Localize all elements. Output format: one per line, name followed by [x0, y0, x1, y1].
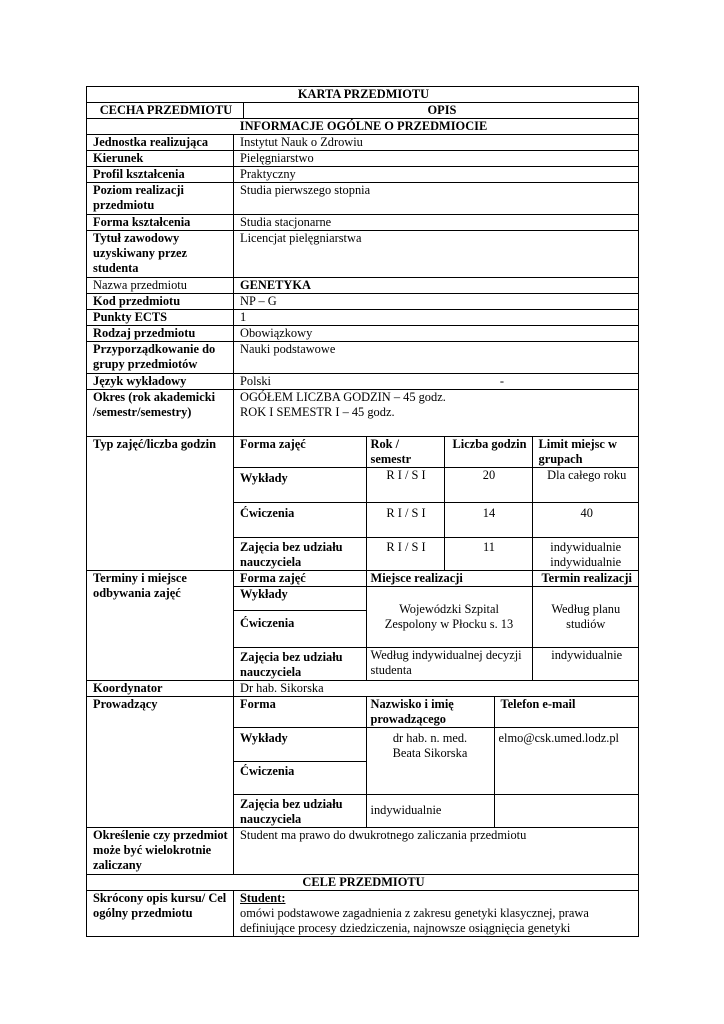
value-nazwa: GENETYKA: [234, 278, 639, 294]
row-przyporzadkowanie: [87, 342, 639, 374]
value-rodzaj: Obowiązkowy: [234, 326, 639, 342]
typ-row-bez-udzialu-forma: Zajęcia bez udziału nauczyciela: [234, 538, 366, 571]
label-typ-zajec: Typ zajęć/liczba godzin: [87, 437, 234, 571]
typ-zajec-table: [234, 437, 639, 570]
value-ects: 1: [234, 310, 639, 326]
value-skrocony-cell: [234, 891, 639, 937]
typ-row-cwiczenia: [234, 503, 639, 538]
skrocony-value: omówi podstawowe zagadnienia z zakresu genetyki klasycznej, prawa definiujące procesy dziedziczenia, najnowsze osiągnięcia genetyki: [240, 906, 589, 935]
label-okres: Okres (rok akademicki /semestr/semestry): [87, 390, 234, 437]
row-koordynator: [87, 681, 639, 697]
title-row: [87, 87, 639, 103]
terminy-place: Wojewódzki Szpital Zespolony w Płocku s. 13: [366, 587, 532, 648]
course-card-page: [86, 86, 638, 937]
label-kod: Kod przedmiotu: [87, 294, 234, 310]
typ-row-bez-udzialu-limit: indywidualnie indywidualnie: [532, 538, 639, 571]
typ-row-wyklady-forma: Wykłady: [234, 468, 366, 503]
typ-row-bez-udzialu-rok: R I / S I: [366, 538, 444, 571]
label-koordynator: Koordynator: [87, 681, 234, 697]
value-jezyk-cell: [234, 374, 639, 390]
column-header-feature: CECHA PRZEDMIOTU: [87, 103, 244, 119]
label-okreslenie: Określenie czy przedmiot może być wielokrotnie zaliczany: [87, 828, 234, 875]
course-card-table: [86, 86, 639, 937]
typ-row-bez-udzialu-liczba: 11: [444, 538, 532, 571]
label-jednostka: Jednostka realizująca: [87, 135, 234, 151]
row-forma: [87, 215, 639, 231]
row-kod: [87, 294, 639, 310]
label-nazwa: Nazwa przedmiotu: [87, 278, 234, 294]
value-okres: [234, 390, 639, 437]
column-header-description: OPIS: [244, 103, 639, 119]
prowadzacy-table: [234, 697, 639, 827]
row-typ-zajec: [87, 437, 639, 571]
value-jezyk-secondary: -: [499, 374, 504, 388]
row-kierunek: [87, 151, 639, 167]
value-kierunek: Pielęgniarstwo: [234, 151, 639, 167]
typ-header-rok: Rok / semestr: [366, 437, 444, 468]
skrocony-student: Student:: [240, 891, 286, 905]
typ-header-liczba: Liczba godzin: [444, 437, 532, 468]
label-ects: Punkty ECTS: [87, 310, 234, 326]
terminy-header-miejsce: Miejsce realizacji: [366, 571, 532, 587]
row-skrocony: [87, 891, 639, 937]
prowadzacy-cwiczenia: Ćwiczenia: [234, 762, 366, 795]
row-okreslenie: [87, 828, 639, 875]
label-prowadzacy: Prowadzący: [87, 697, 234, 828]
typ-header-forma: Forma zajęć: [234, 437, 366, 468]
typ-row-cwiczenia-forma: Ćwiczenia: [234, 503, 366, 538]
label-skrocony: Skrócony opis kursu/ Cel ogólny przedmiotu: [87, 891, 234, 937]
label-jezyk: Język wykładowy: [87, 374, 234, 390]
value-kod: NP – G: [234, 294, 639, 310]
row-terminy: [87, 571, 639, 681]
typ-row-wyklady: [234, 468, 639, 503]
terminy-bez-udzialu: Zajęcia bez udziału nauczyciela: [234, 648, 366, 681]
typ-zajec-cell: [234, 437, 639, 571]
terminy-row-bez-udzialu: [234, 648, 639, 681]
row-poziom: [87, 183, 639, 215]
prowadzacy-header-nazwisko: Nazwisko i imię prowadzącego: [366, 697, 494, 728]
prowadzacy-cell: [234, 697, 639, 828]
okres-line-2: ROK I SEMESTR I – 45 godz.: [240, 405, 395, 419]
typ-row-bez-udzialu: [234, 538, 639, 571]
prowadzacy-wyklady: Wykłady: [234, 728, 366, 762]
prowadzacy-header-forma: Forma: [234, 697, 366, 728]
terminy-term: Według planu studiów: [532, 587, 639, 648]
terminy-place-last: Według indywidualnej decyzji studenta: [366, 648, 532, 681]
section-goals-row: [87, 875, 639, 891]
card-title: KARTA PRZEDMIOTU: [87, 87, 639, 103]
typ-row-cwiczenia-liczba: 14: [444, 503, 532, 538]
value-tytul: Licencjat pielęgniarstwa: [234, 231, 639, 278]
row-profil: [87, 167, 639, 183]
typ-row-wyklady-rok: R I / S I: [366, 468, 444, 503]
value-przyporzadkowanie: Nauki podstawowe: [234, 342, 639, 374]
terminy-header-termin: Termin realizacji: [532, 571, 639, 587]
value-profil: Praktyczny: [234, 167, 639, 183]
terminy-row-wyklady: [234, 587, 639, 611]
row-ects: [87, 310, 639, 326]
value-poziom: Studia pierwszego stopnia: [234, 183, 639, 215]
prowadzacy-row-bez-udzialu: [234, 795, 639, 828]
label-rodzaj: Rodzaj przedmiotu: [87, 326, 234, 342]
row-tytul: [87, 231, 639, 278]
column-header-row: [87, 103, 639, 119]
value-jednostka: Instytut Nauk o Zdrowiu: [234, 135, 639, 151]
row-okres: [87, 390, 639, 437]
section-general-heading: INFORMACJE OGÓLNE O PRZEDMIOCIE: [87, 119, 639, 135]
label-poziom: Poziom realizacji przedmiotu: [87, 183, 234, 215]
prowadzacy-last-contact: [494, 795, 639, 828]
row-rodzaj: [87, 326, 639, 342]
terminy-wyklady: Wykłady: [234, 587, 366, 611]
typ-row-cwiczenia-rok: R I / S I: [366, 503, 444, 538]
value-forma: Studia stacjonarne: [234, 215, 639, 231]
row-jezyk: [87, 374, 639, 390]
terminy-header-forma: Forma zajęć: [234, 571, 366, 587]
value-okreslenie: Student ma prawo do dwukrotnego zaliczania przedmiotu: [234, 828, 639, 875]
value-jezyk: Polski: [240, 374, 271, 388]
prowadzacy-name: dr hab. n. med. Beata Sikorska: [366, 728, 494, 795]
prowadzacy-header-telefon: Telefon e-mail: [494, 697, 639, 728]
terminy-table: [234, 571, 639, 680]
typ-row-cwiczenia-limit: 40: [532, 503, 639, 538]
prowadzacy-bez-udzialu: Zajęcia bez udziału nauczyciela: [234, 795, 366, 828]
terminy-cwiczenia: Ćwiczenia: [234, 611, 366, 648]
typ-header-row: [234, 437, 639, 468]
terminy-cell: [234, 571, 639, 681]
label-terminy: Terminy i miejsce odbywania zajęć: [87, 571, 234, 681]
prowadzacy-last-name: indywidualnie: [366, 795, 494, 828]
prowadzacy-header-row: [234, 697, 639, 728]
terminy-term-last: indywidualnie: [532, 648, 639, 681]
typ-header-limit: Limit miejsc w grupach: [532, 437, 639, 468]
label-forma: Forma kształcenia: [87, 215, 234, 231]
typ-row-wyklady-limit: Dla całego roku: [532, 468, 639, 503]
section-general-row: [87, 119, 639, 135]
label-przyporzadkowanie: Przyporządkowanie do grupy przedmiotów: [87, 342, 234, 374]
row-prowadzacy: [87, 697, 639, 828]
row-jednostka: [87, 135, 639, 151]
value-koordynator: Dr hab. Sikorska: [234, 681, 639, 697]
row-nazwa: [87, 278, 639, 294]
label-tytul: Tytuł zawodowy uzyskiwany przez studenta: [87, 231, 234, 278]
label-kierunek: Kierunek: [87, 151, 234, 167]
okres-line-1: OGÓŁEM LICZBA GODZIN – 45 godz.: [240, 390, 446, 404]
label-profil: Profil kształcenia: [87, 167, 234, 183]
prowadzacy-email: elmo@csk.umed.lodz.pl: [494, 728, 639, 795]
terminy-header-row: [234, 571, 639, 587]
typ-row-wyklady-liczba: 20: [444, 468, 532, 503]
section-goals-heading: CELE PRZEDMIOTU: [87, 875, 639, 891]
prowadzacy-row-wyklady: [234, 728, 639, 762]
